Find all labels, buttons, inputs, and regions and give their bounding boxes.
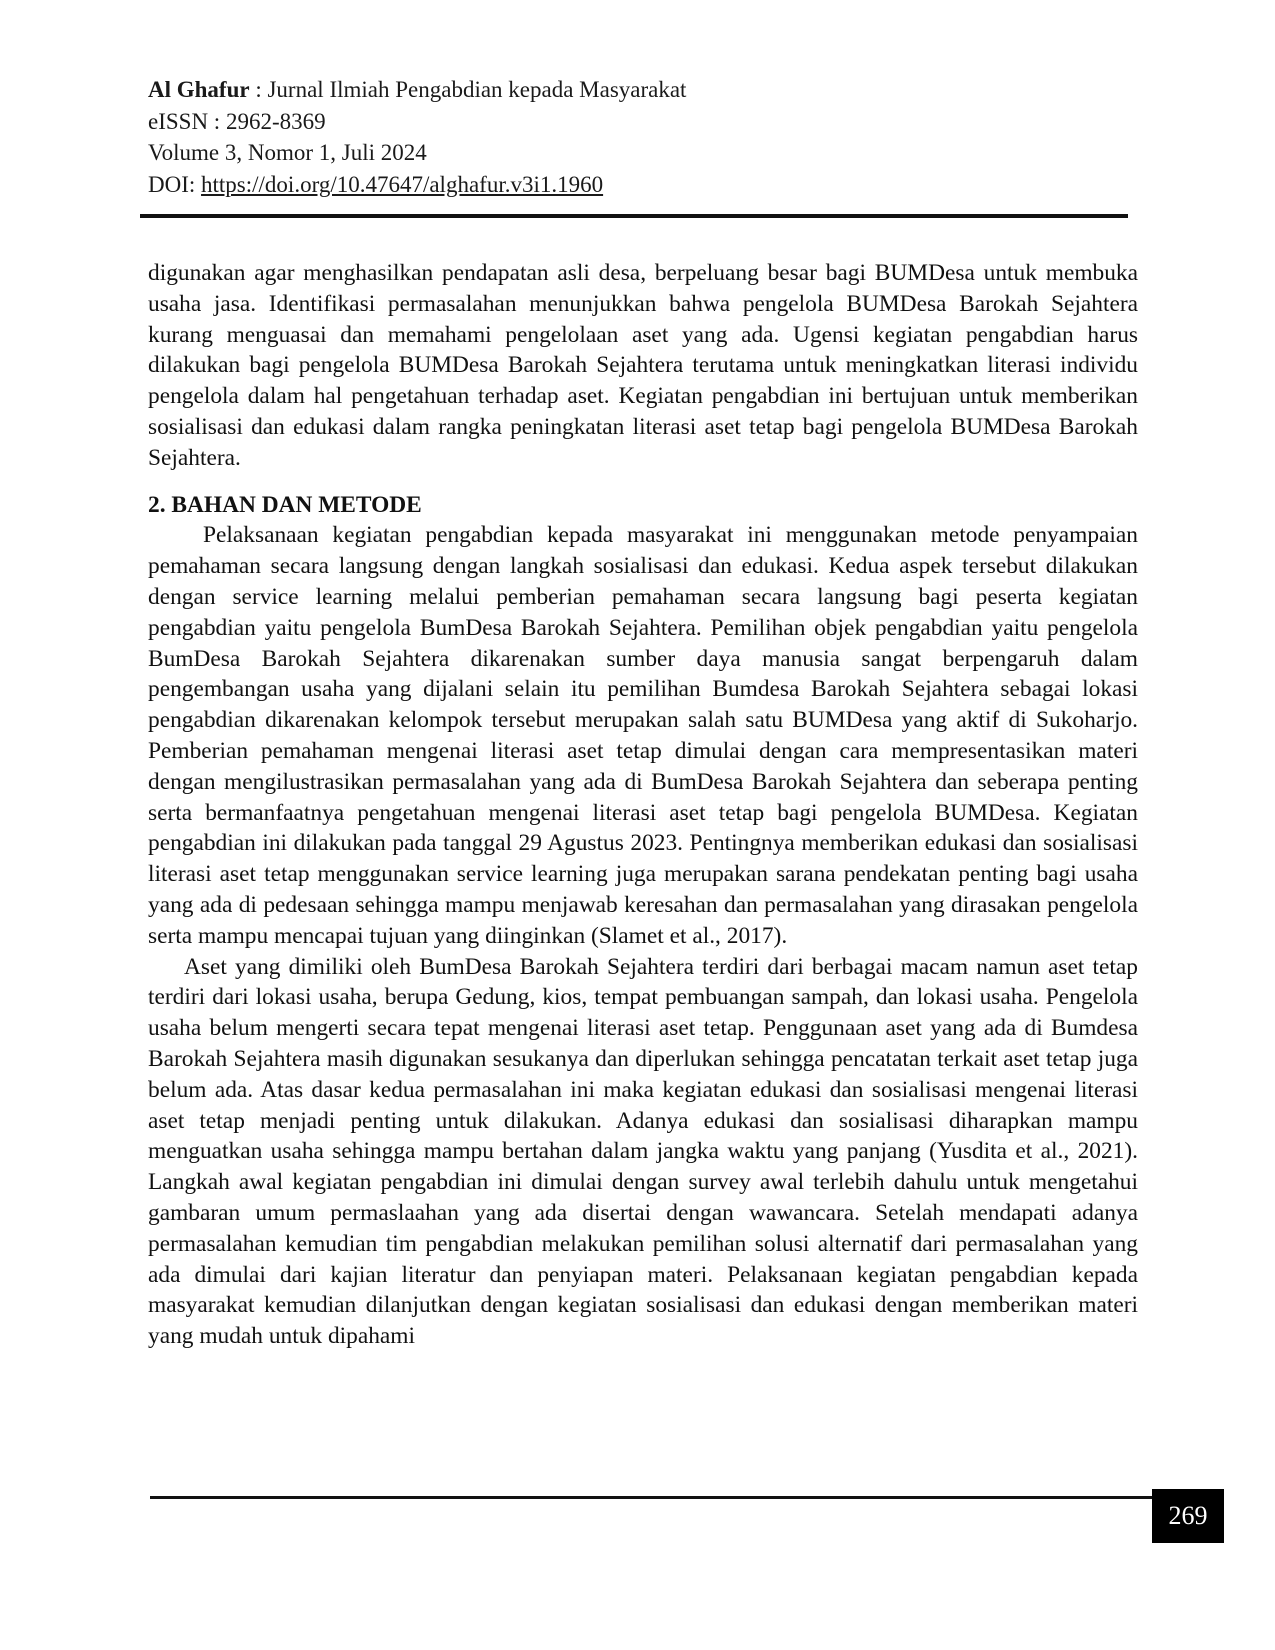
- methods-paragraph-1: Pelaksanaan kegiatan pengabdian kepada masyarakat ini menggunakan metode penyampaian pemahaman secara langsung dengan langkah sosialisasi dan edukasi. Kedua aspek tersebut dilakukan dengan service learning melalui pemberian pemahaman secara langsung bagi peserta kegiatan pengabdian yaitu pengelola BumDesa Barokah Sejahtera. Pemilihan objek pengabdian yaitu pengelola BumDesa Barokah Sejahtera dikarenakan sumber daya manusia sangat berpengaruh dalam pengembangan usaha yang dijalani selain itu pemilihan Bumdesa Barokah Sejahtera sebagai lokasi pengabdian dikarenakan kelompok tersebut merupakan salah satu BUMDesa yang aktif di Sukoharjo. Pemberian pemahaman mengenai literasi aset tetap dimulai dengan cara mempresentasikan materi dengan mengilustrasikan permasalahan yang ada di BumDesa Barokah Sejahtera dan seberapa penting serta bermanfaatnya pengetahuan mengenai literasi aset tetap bagi pengelola BUMDesa. Kegiatan pengabdian ini dilakukan pada tanggal 29 Agustus 2023. Pentingnya memberikan edukasi dan sosialisasi literasi aset tetap menggunakan service learning juga merupakan sarana pendekatan penting bagi usaha yang ada di pedesaan sehingga mampu menjawab keresahan dan permasalahan yang dirasakan pengelola serta mampu mencapai tujuan yang diinginkan (Slamet et al., 2017).: [148, 522, 1138, 949]
- journal-name: Al Ghafur: [148, 77, 250, 102]
- intro-paragraph: digunakan agar menghasilkan pendapatan asli desa, berpeluang besar bagi BUMDesa untuk membuka usaha jasa. Identifikasi permasalahan menunjukkan bahwa pengelola BUMDesa Barokah Sejahtera kurang menguasai dan memahami pengelolaan aset yang ada. Ugensi kegiatan pengabdian harus dilakukan bagi pengelola BUMDesa Barokah Sejahtera terutama untuk meningkatkan literasi individu pengelola dalam hal pengetahuan terhadap aset. Kegiatan pengabdian ini bertujuan untuk memberikan sosialisasi dan edukasi dalam rangka peningkatan literasi aset tetap bagi pengelola BUMDesa Barokah Sejahtera.: [148, 260, 1138, 471]
- doi-link[interactable]: https://doi.org/10.47647/alghafur.v3i1.1960: [201, 171, 604, 197]
- header-divider: [140, 214, 1128, 218]
- eissn: eISSN : 2962-8369: [148, 108, 326, 134]
- footer-divider: [150, 1496, 1152, 1499]
- journal-subtitle: : Jurnal Ilmiah Pengabdian kepada Masyarakat: [249, 77, 687, 102]
- volume-info: Volume 3, Nomor 1, Juli 2024: [148, 140, 427, 165]
- journal-title-line: [148, 74, 1148, 106]
- article-body: [148, 258, 1138, 1352]
- page-number: 269: [1152, 1489, 1224, 1543]
- doi-label: DOI:: [148, 171, 202, 197]
- section-heading: 2. BAHAN DAN METODE: [148, 491, 422, 518]
- journal-header: [148, 74, 1148, 200]
- doi-line: [148, 169, 1148, 201]
- methods-paragraph-2: Aset yang dimiliki oleh BumDesa Barokah Sejahtera terdiri dari berbagai macam namun aset tetap terdiri dari lokasi usaha, berupa Gedung, kios, tempat pembuangan sampah, dan lokasi usaha. Pengelola usaha belum mengerti secara tepat mengenai literasi aset tetap. Penggunaan aset yang ada di Bumdesa Barokah Sejahtera masih digunakan sesukanya dan diperlukan sehingga pencatatan terkait aset tetap juga belum ada. Atas dasar kedua permasalahan ini maka kegiatan edukasi dan sosialisasi mengenai literasi aset tetap menjadi penting untuk dilakukan. Adanya edukasi dan sosialisasi diharapkan mampu menguatkan usaha sehingga mampu bertahan dalam jangka waktu yang panjang (Yusdita et al., 2021). Langkah awal kegiatan pengabdian ini dimulai dengan survey awal terlebih dahulu untuk mengetahui gambaran umum permaslaahan yang ada disertai dengan wawancara. Setelah mendapati adanya permasalahan kemudian tim pengabdian melakukan pemilihan solusi alternatif dari permasalahan yang ada dimulai dari kajian literatur dan penyiapan materi. Pelaksanaan kegiatan pengabdian kepada masyarakat kemudian dilanjutkan dengan kegiatan sosialisasi dan edukasi dengan memberikan materi yang mudah untuk dipahami: [148, 953, 1138, 1350]
